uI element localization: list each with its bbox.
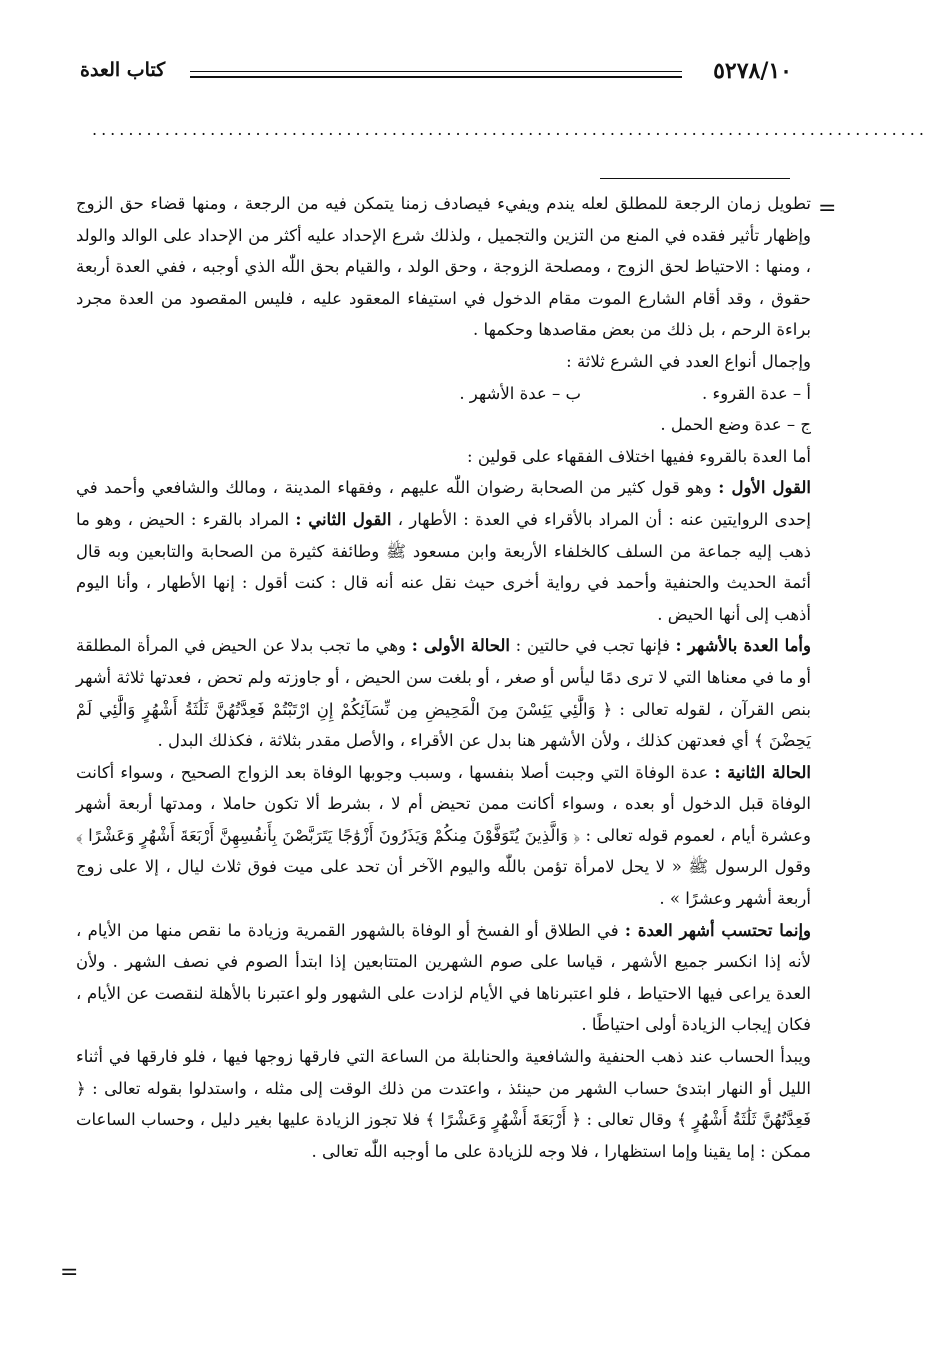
- paragraph-start-time: ويبدأ الحساب عند ذهب الحنفية والشافعية والحنابلة من الساعة التي فارقها زوجها فيها ، فلو فارقها في أثناء الليل أو النهار ابتدئ حساب الشهر من حينئذ ، واعتدت من ذلك الوقت إلى مثله ، واستدلوا بقوله تعالى : ﴿ فَعِدَّتُهُنَّ ثَلَٰثَةُ أَشْهُرٍ ﴾ وقال تعالى : ﴿ أَرْبَعَةَ أَشْهُرٍ وَعَشْرًا ﴾ فلا تجوز الزيادة عليها بغير دليل ، وحساب الساعات ممكن : إما يقينا وإما استظهارا ، فلا وجه للزيادة على ما أوجبه اللّٰه تعالى .: [76, 1047, 811, 1161]
- paragraph-calculation: وإنما تحتسب أشهر العدة : في الطلاق أو الفسخ أو الوفاة بالشهور القمرية وزيادة ما نقص منها من الأيام ، لأنه إذا انكسر جميع الأشهر ، قياسا على صوم الشهرين المتتابعين إذا ابتدأ الصوم في نصف الشهر . ولأن العدة يراعى فيها الاحتياط ، فلو اعتبرناها في الأيام لزادت على الشهور ولو اعتبرنا بالأهلة لنقصت عن الأيام ، فكان إيجاب الزيادة أولى احتياطًا .: [76, 920, 812, 1035]
- page-number: ٥٢٧٨/١٠: [713, 58, 792, 84]
- book-title: كتاب العدة: [80, 59, 166, 81]
- first-opinion-label: القول الأول :: [718, 478, 811, 498]
- first-case-label: الحالة الأولى :: [411, 636, 511, 656]
- types-list-row: [76, 378, 811, 410]
- type-item-c: ج – عدة وضع الحمل .: [660, 415, 811, 435]
- paragraph-two-opinions: القول الأول : وهو قول كثير من الصحابة رضوان اللّٰه عليهم ، وفقهاء المدينة ، ومالك والشافعي وأحمد في إحدى الروايتين عنه : أن المراد بالأقراء في العدة : الأطهار ، القول الثاني : المراد بالقرء : الحيض ، وهو ما ذهب إليه جماعة من السلف كالخلفاء الأربعة وابن مسعود ﷺ وطائفة كثيرة من الصحابة والتابعين وبه قال أئمة الحديث والحنفية وأحمد في رواية أخرى حيث نقل عنه أنه قال : كنت أقول : إنها الأطهار ، وأنا اليوم أذهب إلى أنها الحيض .: [76, 478, 812, 624]
- months-label: وأما العدة بالأشهر :: [675, 636, 811, 656]
- type-item-b: ب – عدة الأشهر .: [459, 383, 581, 403]
- page-header: [80, 58, 792, 88]
- paragraph-types-heading: وإجمال أنواع العدد في الشرع ثلاثة :: [566, 351, 811, 371]
- paragraph-intro: تطويل زمان الرجعة للمطلق لعله يندم ويفيء فيصادف زمنا يتمكن فيه من الرجعة ، ومنها قضاء حق الزوج وإظهار تأثير فقده في المنع من التزين والتجميل ، ولذلك شرع الإحداد عليه أكثر من الإحداد على الوالد والولد ، ومنها : الاحتياط لحق الزوج ، ومصلحة الزوجة ، وحق الولد ، والقيام بحق اللّٰه الذي أوجبه ، ففي العدة أربعة حقوق ، وقد أقام الشارع الموت مقام الدخول في استيفاء المعقود عليه ، فليس المقصود من العدة مجرد براءة الرحم ، بل ذلك من بعض مقاصدها وحكمها .: [76, 194, 811, 340]
- footnote-rule: [600, 178, 790, 179]
- main-text: [76, 188, 811, 1167]
- paragraph-quru-heading: أما العدة بالقروء ففيها اختلاف الفقهاء على قولين :: [467, 446, 811, 466]
- dotted-separator: ............................................................................................: [92, 120, 928, 139]
- calculation-label: وإنما تحتسب أشهر العدة :: [624, 920, 812, 940]
- type-item-a: أ – عدة القروء .: [702, 383, 811, 403]
- second-case-label: الحالة الثانية :: [714, 762, 811, 782]
- continuation-mark-bottom: =: [60, 1260, 79, 1285]
- second-opinion-label: القول الثاني :: [295, 509, 392, 529]
- paragraph-months: وأما العدة بالأشهر : فإنها تجب في حالتين : الحالة الأولى : وهي ما تجب بدلا عن الحيض في المرأة المطلقة أو ما في معناها التي لا ترى دمًا ليأس أو صغر ، أو بلغت سن الحيض ، أو جاوزته ولم تحض ، فعدتها ثلاثة أشهر بنص القرآن ، لقوله تعالى : ﴿ وَالَّٰئِي يَئِسْنَ مِنَ الْمَحِيضِ مِن نِّسَآئِكُمْ إِنِ ارْتَبْتُمْ فَعِدَّتُهُنَّ ثَلَٰثَةُ أَشْهُرٍ وَالَّٰئِي لَمْ يَحِضْنَ ﴾ أي فعدتهن كذلك ، ولأن الأشهر هنا بدل عن الأقراء ، والأصل مقدر بثلاثة ، فكذلك البدل .: [76, 636, 811, 751]
- header-rule: [190, 71, 682, 78]
- continuation-mark-top: =: [818, 196, 837, 221]
- paragraph-second-case: الحالة الثانية : عدة الوفاة التي وجبت أصلا بنفسها ، وسبب وجوبها الوفاة بعد الزواج الصحيح ، وسواء أكانت الوفاة قبل الدخول أو بعده ، وسواء أكانت ممن تحيض أم لا ، بشرط ألا تكون حاملا ، ومدتها أربعة أشهر وعشرة أيام ، لعموم قوله تعالى : ﴿ وَالَّذِينَ يُتَوَفَّوْنَ مِنكُمْ وَيَذَرُونَ أَزْوَٰجًا يَتَرَبَّصْنَ بِأَنفُسِهِنَّ أَرْبَعَةَ أَشْهُرٍ وَعَشْرًا ﴾ وقول الرسول ﷺ « لا يحل لامرأة تؤمن باللّٰه واليوم الآخر أن تحد على ميت فوق ثلاث ليال ، إلا على زوج أربعة أشهر وعشرًا » .: [76, 762, 811, 909]
